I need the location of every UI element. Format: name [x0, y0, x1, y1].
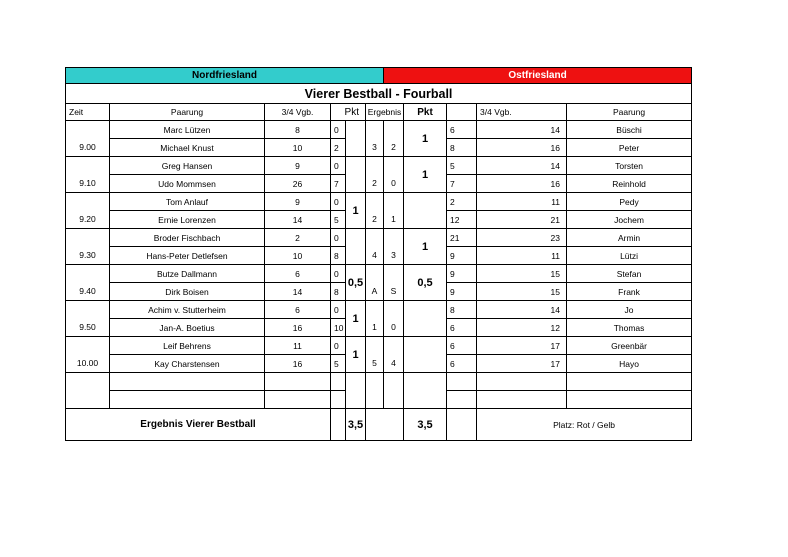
right-player-value: 9: [447, 265, 477, 283]
left-player-hcp: 10: [265, 139, 331, 157]
left-player-name: Marc Lützen: [110, 121, 265, 139]
ergebnis-b: S: [384, 265, 404, 301]
ergebnis-a: 2: [366, 193, 384, 229]
left-player-name: Kay Charstensen: [110, 355, 265, 373]
right-player-value: 9: [447, 283, 477, 301]
col-pkt-left: Pkt: [331, 104, 366, 121]
right-player-hcp: 16: [477, 175, 567, 193]
match-time: 9.20: [66, 193, 110, 229]
right-player-value: 9: [447, 247, 477, 265]
ergebnis-b: 2: [384, 121, 404, 157]
left-player-hcp: 6: [265, 265, 331, 283]
right-player-hcp: 15: [477, 265, 567, 283]
table-row: [66, 301, 692, 319]
total-row: [66, 409, 692, 441]
left-player-hcp: 14: [265, 211, 331, 229]
left-player-hcp: [265, 391, 331, 409]
left-player-name: Leif Behrens: [110, 337, 265, 355]
page-title: Vierer Bestball - Fourball: [66, 84, 692, 104]
left-player-hcp: 9: [265, 193, 331, 211]
right-player-value: 8: [447, 301, 477, 319]
right-player-value: 2: [447, 193, 477, 211]
col-paarung-left: Paarung: [110, 104, 265, 121]
right-player-name: Thomas: [567, 319, 692, 337]
right-player-value: 8: [447, 139, 477, 157]
right-player-name: Jo: [567, 301, 692, 319]
right-player-hcp: 17: [477, 355, 567, 373]
left-player-value: 0: [331, 157, 346, 175]
pkt-right: 1: [404, 157, 447, 193]
match-time: 9.40: [66, 265, 110, 301]
total-ergebnis-empty: [366, 409, 404, 441]
right-player-value: 7: [447, 175, 477, 193]
pkt-left: 1: [346, 301, 366, 337]
pkt-left: [346, 229, 366, 265]
pkt-right: [404, 373, 447, 409]
table-row: [66, 229, 692, 247]
pkt-left: 1: [346, 337, 366, 373]
right-player-name: Jochem: [567, 211, 692, 229]
left-player-hcp: 6: [265, 301, 331, 319]
right-player-name: Frank: [567, 283, 692, 301]
left-player-hcp: 11: [265, 337, 331, 355]
match-time: 9.50: [66, 301, 110, 337]
right-player-value: 6: [447, 121, 477, 139]
platz-label: Platz: Rot / Gelb: [477, 409, 692, 441]
left-player-hcp: 8: [265, 121, 331, 139]
left-player-name: Dirk Boisen: [110, 283, 265, 301]
right-player-hcp: [477, 391, 567, 409]
ergebnis-b: 1: [384, 193, 404, 229]
pkt-right: [404, 301, 447, 337]
right-player-value: [447, 373, 477, 391]
left-player-value: 0: [331, 265, 346, 283]
left-player-name: [110, 373, 265, 391]
left-player-hcp: 16: [265, 355, 331, 373]
left-player-value: 7: [331, 175, 346, 193]
right-player-hcp: 11: [477, 247, 567, 265]
left-player-value: 0: [331, 301, 346, 319]
left-player-name: Jan-A. Boetius: [110, 319, 265, 337]
left-player-value: 8: [331, 247, 346, 265]
right-player-hcp: 16: [477, 139, 567, 157]
table-row: [66, 373, 692, 391]
ergebnis-b: 0: [384, 301, 404, 337]
fourball-table: [65, 67, 692, 441]
right-player-hcp: 23: [477, 229, 567, 247]
right-player-name: Armin: [567, 229, 692, 247]
right-player-hcp: 14: [477, 121, 567, 139]
match-time: 9.00: [66, 121, 110, 157]
ergebnis-b: [384, 373, 404, 409]
right-player-value: 21: [447, 229, 477, 247]
col-ergebnis: Ergebnis: [366, 104, 404, 121]
right-player-hcp: 11: [477, 193, 567, 211]
table-row: [66, 193, 692, 211]
left-player-value: [331, 373, 346, 391]
team-left-header: Nordfriesland: [66, 68, 384, 84]
left-player-value: 8: [331, 283, 346, 301]
match-time: 9.10: [66, 157, 110, 193]
left-player-name: Broder Fischbach: [110, 229, 265, 247]
ergebnis-a: 5: [366, 337, 384, 373]
left-player-hcp: 14: [265, 283, 331, 301]
right-player-name: [567, 373, 692, 391]
right-player-value: 6: [447, 319, 477, 337]
right-player-hcp: 12: [477, 319, 567, 337]
left-player-name: Greg Hansen: [110, 157, 265, 175]
pkt-left: 1: [346, 193, 366, 229]
left-player-name: Tom Anlauf: [110, 193, 265, 211]
left-player-value: 2: [331, 139, 346, 157]
team-right-header: Ostfriesland: [384, 68, 692, 84]
total-label: Ergebnis Vierer Bestball: [66, 409, 331, 441]
right-player-value: 12: [447, 211, 477, 229]
pkt-left: [346, 121, 366, 157]
col-paarung-right: Paarung: [567, 104, 692, 121]
right-player-name: Hayo: [567, 355, 692, 373]
ergebnis-b: 4: [384, 337, 404, 373]
right-player-hcp: 14: [477, 157, 567, 175]
right-player-name: Pedy: [567, 193, 692, 211]
right-player-name: Stefan: [567, 265, 692, 283]
left-player-value: 0: [331, 337, 346, 355]
ergebnis-a: 2: [366, 157, 384, 193]
ergebnis-b: 3: [384, 229, 404, 265]
pkt-right: 1: [404, 121, 447, 157]
scorecard-sheet: [65, 67, 691, 441]
ergebnis-a: 3: [366, 121, 384, 157]
right-player-hcp: 17: [477, 337, 567, 355]
left-player-value: [331, 391, 346, 409]
right-player-name: Reinhold: [567, 175, 692, 193]
pkt-right: 0,5: [404, 265, 447, 301]
table-row: [66, 337, 692, 355]
right-player-hcp: 15: [477, 283, 567, 301]
left-player-hcp: 10: [265, 247, 331, 265]
col-zeit: Zeit: [66, 104, 110, 121]
right-player-value: [447, 391, 477, 409]
left-player-value: 0: [331, 229, 346, 247]
left-player-value: 5: [331, 355, 346, 373]
right-player-name: Greenbär: [567, 337, 692, 355]
left-player-value: 0: [331, 193, 346, 211]
left-player-hcp: [265, 373, 331, 391]
table-row: [66, 121, 692, 139]
left-player-name: Hans-Peter Detlefsen: [110, 247, 265, 265]
right-player-name: Peter: [567, 139, 692, 157]
ergebnis-a: 4: [366, 229, 384, 265]
right-player-name: [567, 391, 692, 409]
ergebnis-a: [366, 373, 384, 409]
left-player-value: 5: [331, 211, 346, 229]
pkt-left: 0,5: [346, 265, 366, 301]
table-row: [66, 157, 692, 175]
match-time: [66, 373, 110, 409]
right-player-name: Lützi: [567, 247, 692, 265]
ergebnis-a: A: [366, 265, 384, 301]
match-time: 9.30: [66, 229, 110, 265]
left-player-hcp: 2: [265, 229, 331, 247]
left-player-name: [110, 391, 265, 409]
col-vgb-left: 3/4 Vgb.: [265, 104, 331, 121]
total-left: 3,5: [346, 409, 366, 441]
left-player-value: 10: [331, 319, 346, 337]
left-player-value: 0: [331, 121, 346, 139]
pkt-right: [404, 337, 447, 373]
pkt-left: [346, 373, 366, 409]
left-player-hcp: 16: [265, 319, 331, 337]
right-player-value: 6: [447, 355, 477, 373]
pkt-right: [404, 193, 447, 229]
left-player-name: Butze Dallmann: [110, 265, 265, 283]
right-player-hcp: 21: [477, 211, 567, 229]
right-player-value: 5: [447, 157, 477, 175]
match-time: 10.00: [66, 337, 110, 373]
left-player-name: Ernie Lorenzen: [110, 211, 265, 229]
left-player-hcp: 9: [265, 157, 331, 175]
left-player-name: Michael Knust: [110, 139, 265, 157]
ergebnis-b: 0: [384, 157, 404, 193]
total-right: 3,5: [404, 409, 447, 441]
col-vgb-right: 3/4 Vgb.: [477, 104, 567, 121]
right-player-hcp: 14: [477, 301, 567, 319]
col-pkt-right: Pkt: [404, 104, 447, 121]
table-row: [66, 265, 692, 283]
left-player-name: Achim v. Stutterheim: [110, 301, 265, 319]
col-empty: [447, 104, 477, 121]
right-player-name: Torsten: [567, 157, 692, 175]
right-player-value: 6: [447, 337, 477, 355]
pkt-right: 1: [404, 229, 447, 265]
pkt-left: [346, 157, 366, 193]
left-player-name: Udo Mommsen: [110, 175, 265, 193]
right-player-hcp: [477, 373, 567, 391]
left-player-hcp: 26: [265, 175, 331, 193]
right-player-name: Büschi: [567, 121, 692, 139]
ergebnis-a: 1: [366, 301, 384, 337]
